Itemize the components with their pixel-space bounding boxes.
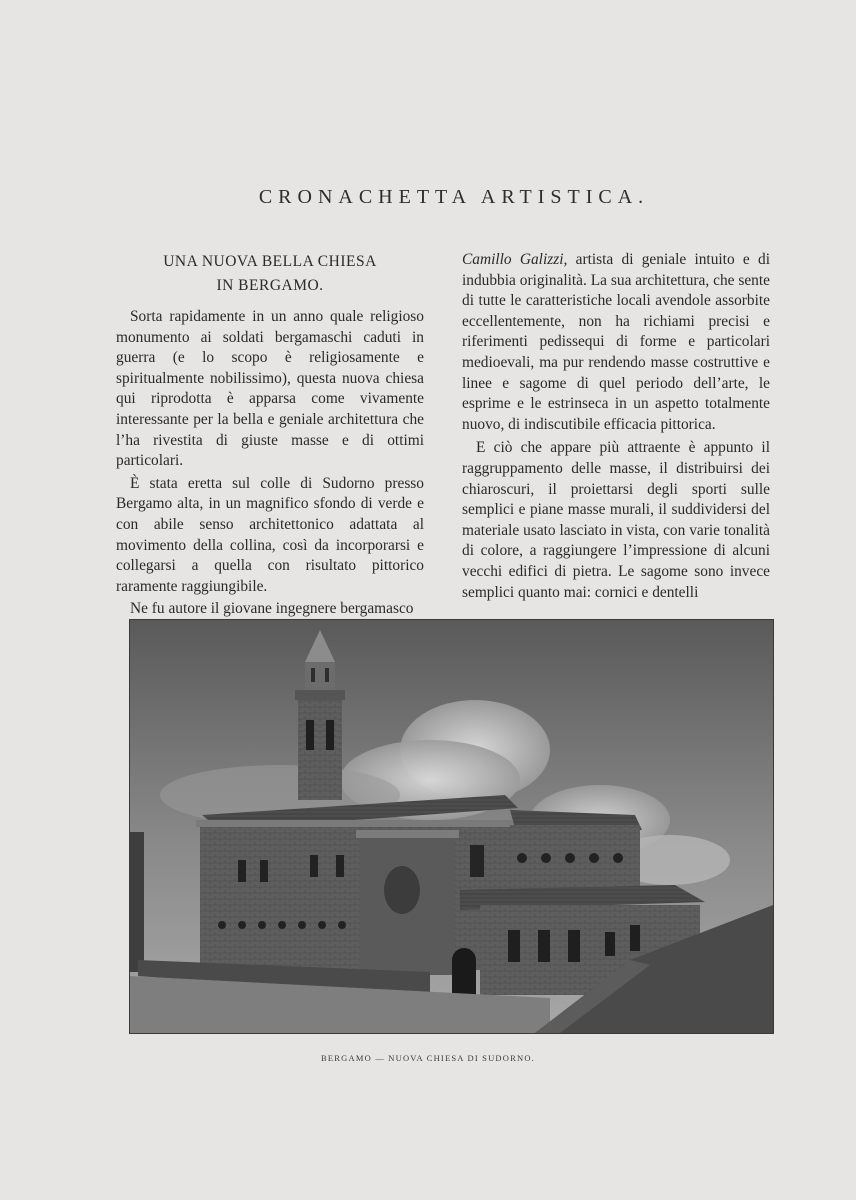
paragraph: È stata eretta sul colle di Sudorno presso Bergamo alta, in un magnifico sfondo di verde e con abile senso architettonico adattata al movimento della collina, così da incorporarsi e collegarsi a quella con risultato pittorico raramente raggiungibile. (116, 474, 424, 595)
section-heading: CRONACHETTA ARTISTICA. (258, 186, 650, 208)
left-column (116, 250, 424, 620)
right-column (462, 250, 770, 603)
church-photograph (129, 619, 774, 1034)
paragraph: Sorta rapidamente in un anno quale religioso monumento ai soldati bergamaschi caduti in guerra (e lo scopo è religiosamente e spiritualmente nobilissimo), questa nuova chiesa qui riprodotta è apparsa come vivamente interessante per la bella e geniale architettura che l’ha rivestita di giuste masse e di ottimi particolari. (116, 308, 424, 470)
article-title (116, 250, 424, 298)
paragraph: Ne fu autore il giovane ingegnere bergamasco (130, 600, 414, 618)
photo-caption: BERGAMO — NUOVA CHIESA DI SUDORNO. (321, 1053, 535, 1063)
paragraph (462, 250, 770, 435)
article-title-line-1: UNA NUOVA BELLA CHIESA (163, 253, 377, 270)
author-name: Camillo Galizzi, (462, 251, 568, 268)
paragraph-text: artista di geniale intuito e di indubbia originalità. La sua architettura, che sente di tutte le caratteristiche locali avendole assorbite eccellentemente, non ha richiami precisi e riferimenti pedissequi di forme e particolari medioevali, ma pur rendendo masse costruttive e linee e sagome di quel periodo dell’arte, le esprime e le estrinseca in un aspetto totalmente nuovo, di indiscutibile efficacia pittorica. (462, 251, 770, 433)
paragraph: E ciò che appare più attraente è appunto il raggruppamento delle masse, il distribuirsi dei chiaroscuri, il proiettarsi degli sporti sulle semplici e piane masse murali, il suddividersi del materiale usato lasciato in vista, con varie tonalità di colore, a raggiungere l’impressione di alcuni vecchi edifici di pietra. Le sagome sono invece semplici quanto mai: cornici e dentelli (462, 439, 770, 601)
article-title-line-2: IN BERGAMO. (216, 277, 324, 294)
